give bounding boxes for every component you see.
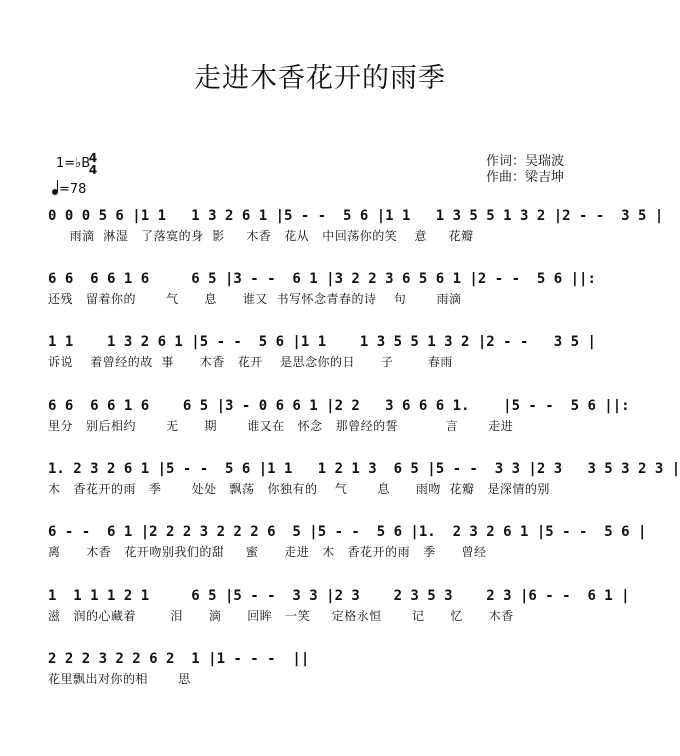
song-title: 走进木香花开的雨季: [194, 63, 446, 94]
staff-line-5: [48, 458, 680, 498]
lyric-line: 木 香花开的雨 季 处处 飘荡 你独有的 气 息 雨吻 花瓣 是深情的别: [48, 482, 550, 496]
lyric-line: 雨滴 淋湿 了落寞的身 影 木香 花从 中回荡你的笑 意 花瓣: [48, 229, 474, 243]
staff-line-3: [48, 331, 600, 371]
notation-line: 0 0 0 5 6 |1 1 1 3 2 6 1 |5 - - 5 6 |1 1 1 3 5 5 1 3 2 |2 - - 3 5 |: [48, 208, 664, 224]
notation-line: 6 6 6 6 1 6 6 5 |3 - - 6 1 |3 2 2 3 6 5 6 1 |2 - - 5 6 ||:: [48, 271, 596, 287]
notation-line: 6 6 6 6 1 6 6 5 |3 - 0 6 6 1 |2 2 3 6 6 6 1. |5 - - 5 6 ||:: [48, 398, 630, 414]
lyricist: 作词：吴瑞波: [486, 154, 565, 169]
staff-line-7: [48, 585, 630, 625]
time-signature-top: 4: [88, 151, 98, 165]
key-signature: 1=♭B: [56, 156, 91, 171]
tempo-value: =78: [59, 182, 87, 197]
credits: [486, 154, 564, 186]
lyric-line: 还残 留着你的 气 息 谁又 书写怀念青春的诗 句 雨滴: [48, 292, 462, 306]
lyric-line: 滋 润的心藏着 泪 滴 回眸 一笑 定格永恒 记 忆 木香: [48, 609, 514, 623]
staff-line-2: [48, 268, 600, 308]
lyric-line: 花里飘出对你的相 思: [48, 672, 191, 686]
composer: 作曲：梁吉坤: [486, 170, 565, 185]
notation-line: 1 1 1 3 2 6 1 |5 - - 5 6 |1 1 1 3 5 5 1 3 2 |2 - - 3 5 |: [48, 334, 596, 350]
staff-line-8: [48, 648, 600, 688]
time-signature: [87, 152, 99, 176]
staff-line-4: [48, 395, 630, 435]
staff-line-6: [48, 521, 647, 561]
lyric-line: 离 木香 花开吻别我们的甜 蜜 走进 木 香花开的雨 季 曾经: [48, 545, 487, 559]
notation-line: 6 - - 6 1 |2 2 2 3 2 2 2 6 5 |5 - - 5 6 |1. 2 3 2 6 1 |5 - - 5 6 |: [48, 524, 647, 540]
notation-line: 2 2 2 3 2 2 6 2 1 |1 - - - ||: [48, 651, 310, 667]
time-signature-bottom: 4: [88, 163, 98, 177]
notation-line: 1. 2 3 2 6 1 |5 - - 5 6 |1 1 1 2 1 3 6 5 |5 - - 3 3 |2 3 3 5 3 2 3 |: [48, 461, 680, 477]
quarter-note-icon: [52, 189, 58, 195]
lyric-line: 里分 别后相约 无 期 谁又在 怀念 那曾经的誓 言 走进: [48, 419, 514, 433]
lyric-line: 诉说 着曾经的故 事 木香 花开 是思念你的日 子 春雨: [48, 355, 453, 369]
tempo-marking: [52, 182, 86, 197]
notation-line: 1 1 1 1 2 1 6 5 |5 - - 3 3 |2 3 2 3 5 3 2 3 |6 - - 6 1 |: [48, 588, 630, 604]
staff-line-1: [48, 205, 664, 245]
